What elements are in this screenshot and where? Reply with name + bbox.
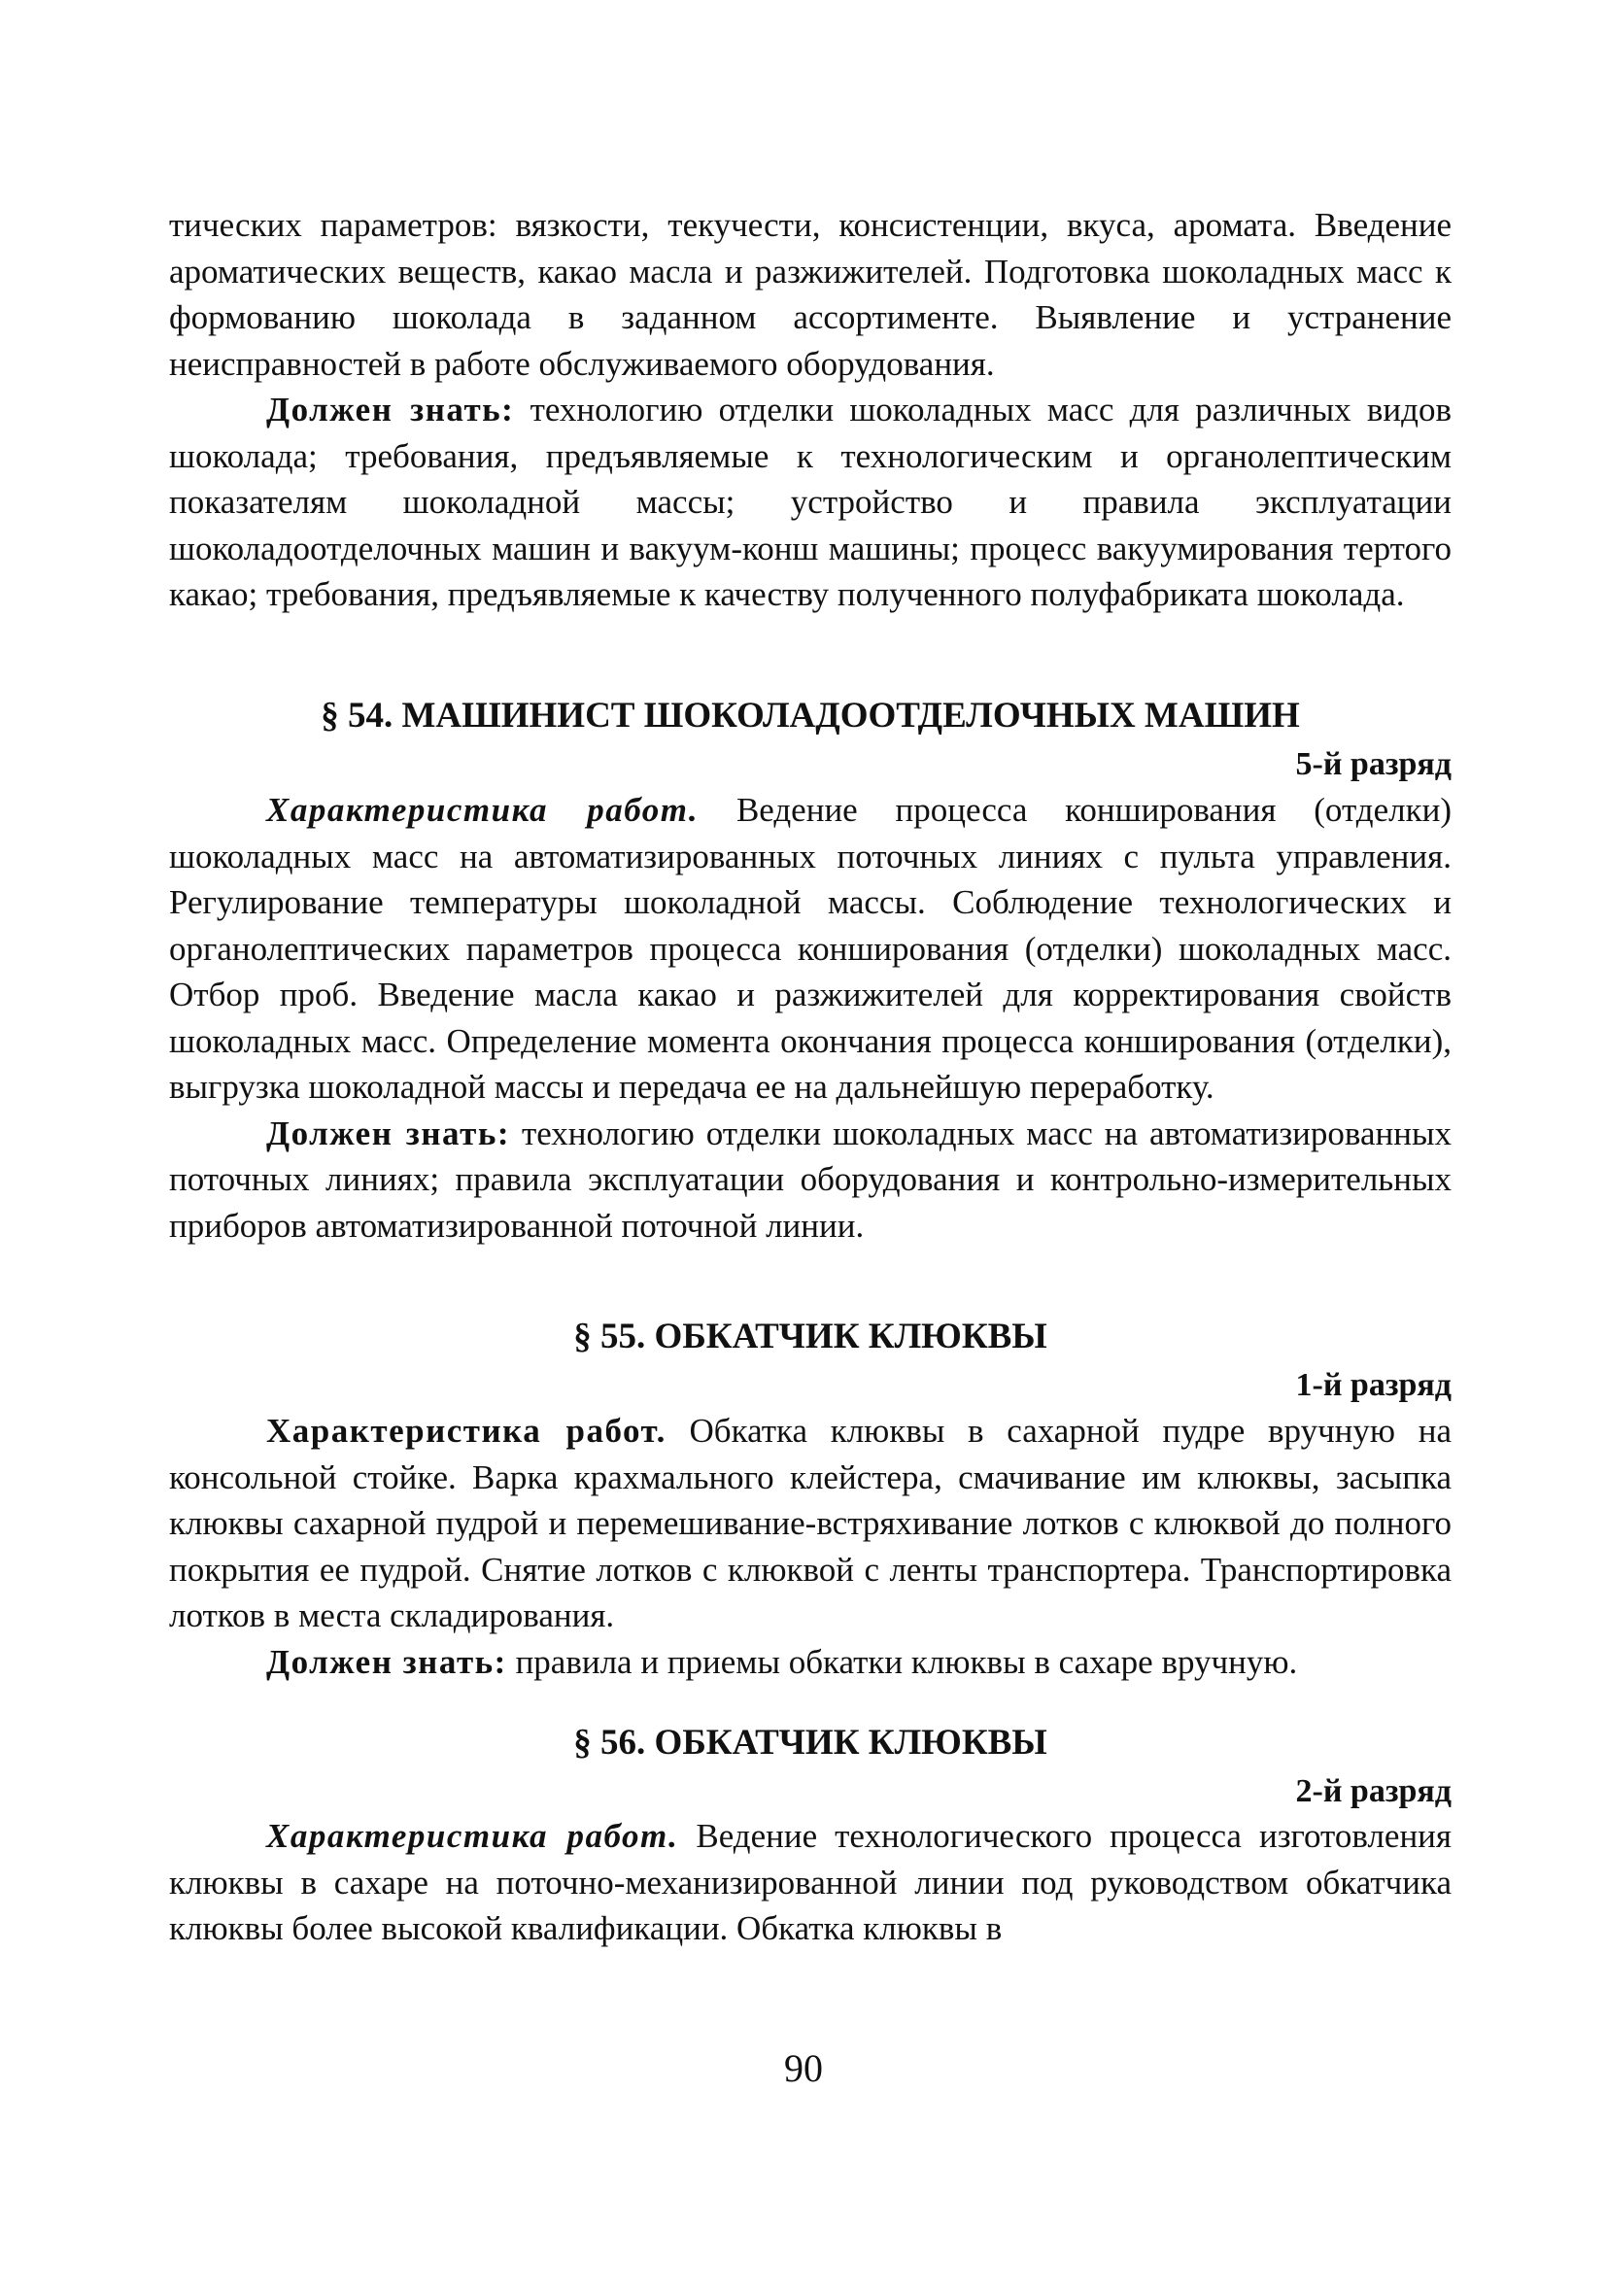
section-54-grade: 5-й разряд bbox=[1295, 746, 1452, 782]
must-know-text: технологию отделки шоколадных масс для различных видов шоколада; требования, предъявляемые к технологическим и органолептическим показателям шоколадной массы; устройство и правила эксплуатации шоколадоотделочных машин и вакуум-конш машины; процесс вакуумирования тертого какао; требования, предъявляемые к качеству полученного полуфабриката шоколада. bbox=[169, 391, 1452, 613]
section-56-body bbox=[169, 1813, 1452, 1952]
work-characteristics-label: Характеристика работ. bbox=[266, 1817, 679, 1855]
section-56-grade: 2-й разряд bbox=[1295, 1773, 1452, 1809]
section-54-know-paragraph bbox=[169, 1111, 1452, 1250]
must-know-label: Должен знать: bbox=[266, 1642, 507, 1681]
section-54-body bbox=[169, 787, 1452, 1249]
section-56-title: § 56. ОБКАТЧИК КЛЮКВЫ bbox=[573, 1723, 1047, 1763]
must-know-text: правила и приемы обкатки клюквы в сахаре вручную. bbox=[506, 1642, 1298, 1681]
work-characteristics-text: Ведение технологического процесса изготовления клюквы в сахаре на поточно-механизированной линии под руководством обкатчика клюквы более высокой квалификации. Обкатка клюквы в bbox=[169, 1817, 1453, 1947]
section-54-work-paragraph bbox=[169, 787, 1452, 1111]
section-56-work-paragraph bbox=[169, 1813, 1452, 1952]
work-characteristics-label: Характеристика работ. bbox=[266, 791, 700, 829]
must-know-label: Должен знать: bbox=[266, 391, 515, 428]
must-know-label: Должен знать: bbox=[266, 1114, 510, 1152]
work-characteristics-text: Ведение процесса конширования (отделки) шоколадных масс на автоматизированных поточных линиях с пульта управления. Регулирование температуры шоколадной массы. Соблюдение технологических и органолептических параметров процесса конширования (отделки) шоколадных масс. Отбор проб. Введение масла какао и разжижителей для корректирования свойств шоколадных масс. Определение момента окончания процесса конширования (отделки), выгрузка шоколадной массы и передача ее на дальнейшую переработку. bbox=[169, 791, 1452, 1106]
section-55-title: § 55. ОБКАТЧИК КЛЮКВЫ bbox=[573, 1317, 1047, 1356]
work-characteristics-label: Характеристика работ. bbox=[266, 1412, 667, 1450]
must-know-text: технологию отделки шоколадных масс на автоматизированных поточных линиях; правила эксплуатации оборудования и контрольно-измерительных приборов автоматизированной поточной линии. bbox=[169, 1114, 1452, 1245]
section-55-body bbox=[169, 1408, 1452, 1685]
section-55-grade: 1-й разряд bbox=[1295, 1367, 1452, 1403]
intro-must-know-paragraph bbox=[169, 387, 1452, 618]
section-55-know-paragraph bbox=[169, 1639, 1452, 1686]
page-number: 90 bbox=[784, 2046, 823, 2090]
section-55-work-paragraph bbox=[169, 1408, 1452, 1639]
work-characteristics-text: Обкатка клюквы в сахарной пудре вручную на консольной стойке. Варка крахмального клейстера, смачивание им клюквы, засыпка клюквы сахарной пудрой и перемешивание-встряхивание лотков с клюквой до полного покрытия ее пудрой. Снятие лотков с клюквой с ленты транспортера. Транспортировка лотков в места складирования. bbox=[169, 1412, 1453, 1634]
section-54-title: § 54. МАШИНИСТ ШОКОЛАДООТДЕЛОЧНЫХ МАШИН bbox=[321, 696, 1300, 736]
intro-paragraph: тических параметров: вязкости, текучести, консистенции, вкуса, аромата. Введение ароматических веществ, какао масла и разжижителей. Подготовка шоколадных масс к формованию шоколада в заданном ассортименте. Выявление и устранение неисправностей в работе обслуживаемого оборудования. bbox=[169, 206, 1452, 383]
intro-block bbox=[169, 202, 1452, 618]
